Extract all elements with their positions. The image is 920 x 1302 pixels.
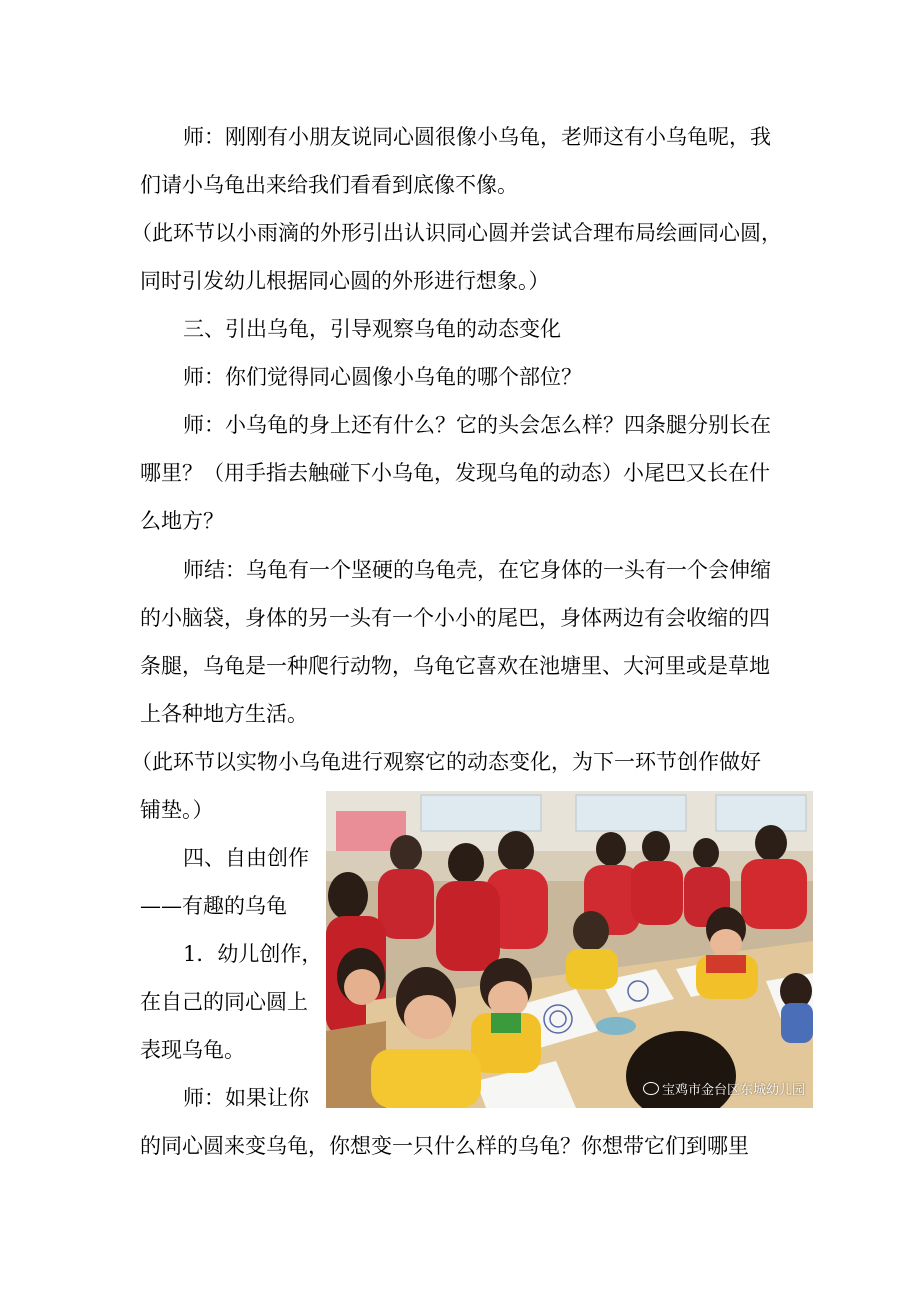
note-line: 同时引发幼儿根据同心圆的外形进行想象。） (140, 269, 550, 293)
paragraph-line: 哪里？（用手指去触碰下小乌龟，发现乌龟的动态）小尾巴又长在什 (140, 461, 770, 485)
note-line: （此环节以实物小乌龟进行观察它的动态变化，为下一环节创作做好 (131, 750, 761, 774)
section-heading: 三、引出乌龟，引导观察乌龟的动态变化 (183, 317, 561, 341)
photo-watermark (643, 1079, 805, 1098)
paragraph-line: 师结：乌龟有一个坚硬的乌龟壳，在它身体的一头有一个会伸缩 (183, 558, 771, 582)
paragraph-line: 的小脑袋，身体的另一头有一个小小的尾巴，身体两边有会收缩的四 (140, 606, 770, 630)
paragraph-line: 上各种地方生活。 (140, 702, 308, 726)
paragraph-line: 师：刚刚有小朋友说同心圆很像小乌龟，老师这有小乌龟呢，我 (183, 125, 771, 149)
paragraph-line: 条腿，乌龟是一种爬行动物，乌龟它喜欢在池塘里、大河里或是草地 (140, 654, 770, 678)
classroom-photo-illustration (326, 791, 813, 1108)
paragraph-line: 们请小乌龟出来给我们看看到底像不像。 (140, 173, 518, 197)
paragraph-line: 1．幼儿创作， (183, 942, 323, 966)
note-line: （此环节以小雨滴的外形引出认识同心圆并尝试合理布局绘画同心圆， (131, 221, 782, 245)
wechat-icon (643, 1082, 659, 1095)
paragraph-line: 师：如果让你 (183, 1086, 309, 1110)
paragraph-line: 表现乌龟。 (140, 1038, 245, 1062)
section-heading: ——有趣的乌龟 (140, 894, 287, 918)
classroom-photo (326, 791, 813, 1108)
paragraph-line: 师：你们觉得同心圆像小乌龟的哪个部位？ (183, 365, 582, 389)
paragraph-line: 么地方？ (140, 509, 224, 533)
paragraph-line: 的同心圆来变乌龟，你想变一只什么样的乌龟？你想带它们到哪里 (140, 1134, 749, 1158)
paragraph-line: 在自己的同心圆上 (140, 990, 308, 1014)
paragraph-line: 师：小乌龟的身上还有什么？它的头会怎么样？四条腿分别长在 (183, 413, 771, 437)
note-line: 铺垫。） (140, 798, 214, 822)
section-heading: 四、自由创作 (183, 846, 309, 870)
watermark-text: 宝鸡市金台区东城幼儿园 (661, 1083, 805, 1098)
